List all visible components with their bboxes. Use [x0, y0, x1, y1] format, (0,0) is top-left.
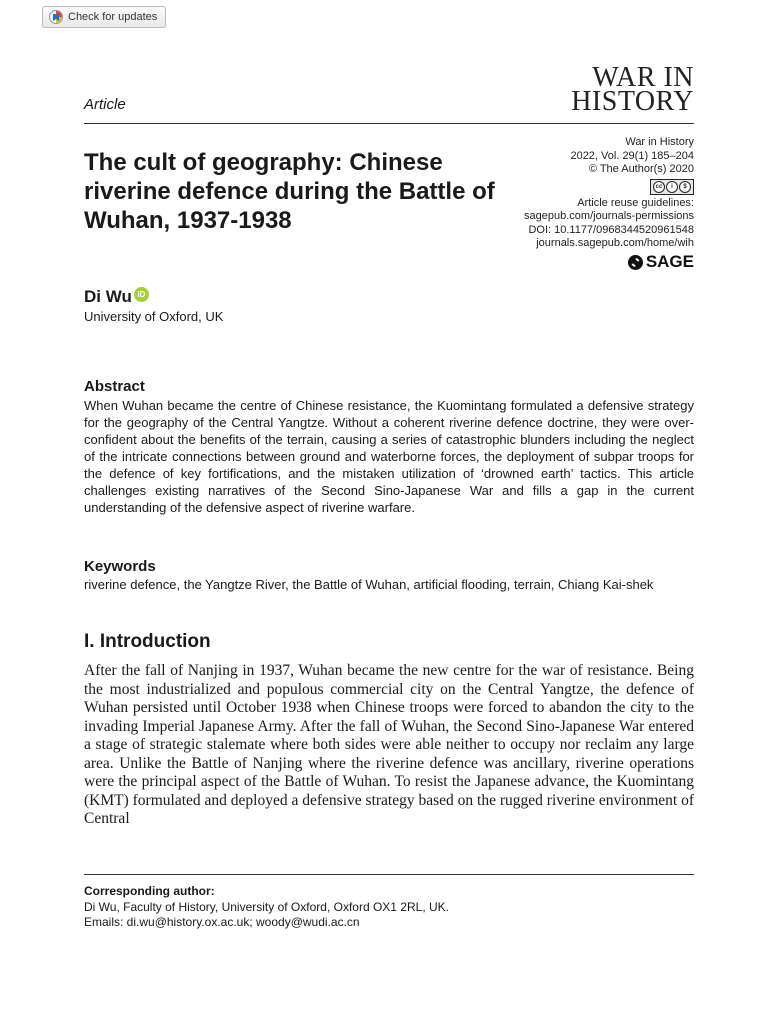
- keywords-text: riverine defence, the Yangtze River, the Battle of Wuhan, artificial flooding, terrain, Chiang Kai-shek: [84, 577, 654, 592]
- author-affiliation: University of Oxford, UK: [84, 309, 224, 324]
- corresponding-author-heading: Corresponding author:: [84, 884, 215, 898]
- header-divider: [84, 123, 694, 124]
- sage-logo-text: SAGE: [645, 252, 694, 272]
- article-type-label: Article: [84, 96, 126, 113]
- author-block: [84, 287, 149, 307]
- corresponding-author-address: Di Wu, Faculty of History, University of Oxford, Oxford OX1 2RL, UK.: [84, 899, 449, 914]
- journal-home-link[interactable]: journals.sagepub.com/home/wih: [536, 237, 694, 249]
- journal-name: War in History: [625, 136, 694, 148]
- introduction-heading: I. Introduction: [84, 631, 211, 652]
- update-badge-icon: [49, 10, 63, 24]
- cc-license-icon[interactable]: cc i $: [650, 179, 694, 195]
- check-for-updates-button[interactable]: [42, 6, 166, 28]
- corresponding-author-emails[interactable]: Emails: di.wu@history.ox.ac.uk; woody@wudi.ac.cn: [84, 915, 360, 929]
- permissions-link[interactable]: sagepub.com/journals-permissions: [524, 210, 694, 222]
- author-name[interactable]: Di Wu: [84, 287, 132, 306]
- article-metadata: [474, 136, 694, 274]
- journal-logo-line1: WAR IN: [592, 62, 694, 93]
- abstract-heading: Abstract: [84, 378, 145, 395]
- article-title: The cult of geography: Chinese riverine defence during the Battle of Wuhan, 1937-1938: [84, 149, 495, 234]
- journal-logo: [571, 62, 694, 117]
- journal-logo-line2: HISTORY: [571, 86, 694, 117]
- introduction-text: After the fall of Nanjing in 1937, Wuhan became the new centre for the war of resistance. Being the most industrialized and populous commercial city on the Central Yangtze, the defence of Wuhan persisted until October 1938 when Chinese troops were forced to abandon the city to the invading Imperial Japanese Army. After the fall of Wuhan, the Second Sino-Japanese War entered a stage of strategic stalemate where both sides were able neither to occupy nor reclaim any large area. Unlike the Battle of Nanjing where the riverine defence was ancillary, riverine operations were the principal aspect of the Battle of Wuhan. To resist the Japanese advance, the Kuomintang (KMT) formulated and deployed a defensive strategy based on the rugged riverine environment of Central: [84, 662, 694, 827]
- volume-info: 2022, Vol. 29(1) 185–204: [570, 149, 694, 162]
- copyright-line: © The Author(s) 2020: [588, 163, 694, 175]
- check-for-updates-label: Check for updates: [68, 11, 158, 23]
- abstract-text: When Wuhan became the centre of Chinese resistance, the Kuomintang formulated a defensive strategy for the geography of the Central Yangtze. Without a coherent riverine defence doctrine, they were over-confident about the benefits of the terrain, causing a series of catastrophic blunders including the neglect of the intricate connections between ground and waterborne forces, the deployment of subpar troops for the defence of key fortifications, and the mistaken utilization of ‘drowned earth’ tactics. This article challenges existing narratives of the Second Sino-Japanese War and fills a gap in the current understanding of the defensive aspect of riverine warfare.: [84, 398, 694, 515]
- sage-logo: [628, 252, 694, 272]
- corresponding-author-block: [84, 884, 449, 931]
- reuse-guidelines-label: Article reuse guidelines:: [577, 196, 694, 209]
- doi-link[interactable]: DOI: 10.1177/0968344520961548: [528, 223, 694, 236]
- keywords-heading: Keywords: [84, 558, 156, 575]
- orcid-icon[interactable]: iD: [134, 287, 149, 302]
- footnote-divider: [84, 874, 694, 875]
- sage-mark-icon: [628, 255, 643, 270]
